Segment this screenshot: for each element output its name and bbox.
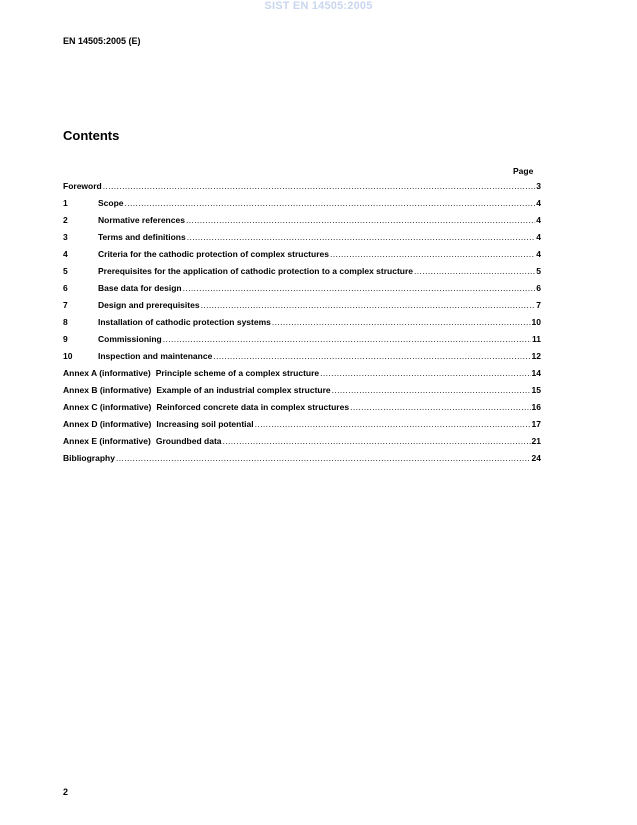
toc-entry-title: Scope bbox=[98, 198, 124, 208]
toc-dot-leader bbox=[213, 351, 530, 361]
toc-entry-number: 2 bbox=[63, 215, 68, 225]
toc-entry[interactable] bbox=[63, 334, 541, 351]
toc-entry[interactable] bbox=[63, 317, 541, 334]
toc-dot-leader bbox=[116, 453, 531, 463]
toc-entry-page: 15 bbox=[531, 385, 541, 395]
toc-dot-leader bbox=[103, 181, 536, 191]
toc-entry[interactable] bbox=[63, 453, 541, 470]
toc-entry[interactable] bbox=[63, 436, 541, 453]
toc-entry-title: Commissioning bbox=[98, 334, 162, 344]
toc-entry-page: 11 bbox=[532, 334, 541, 344]
toc-entry-number: 7 bbox=[63, 300, 68, 310]
toc-entry-number: Annex B (informative) bbox=[63, 385, 152, 395]
toc-entry-title: Prerequisites for the application of cathodic protection to a complex structure bbox=[98, 266, 414, 276]
toc-entry-title: Reinforced concrete data in complex structures bbox=[156, 402, 350, 412]
toc-entry-title: Terms and definitions bbox=[98, 232, 186, 242]
toc-entry[interactable] bbox=[63, 402, 541, 419]
toc-entry-title: Normative references bbox=[98, 215, 185, 225]
toc-entry[interactable] bbox=[63, 368, 541, 385]
toc-entry-page: 7 bbox=[536, 300, 541, 310]
toc-entry[interactable] bbox=[63, 351, 541, 368]
toc-entry-page: 4 bbox=[536, 232, 541, 242]
toc-dot-leader bbox=[125, 198, 536, 208]
toc-dot-leader bbox=[255, 419, 531, 429]
toc-entry[interactable] bbox=[63, 181, 541, 198]
toc-entry-title: Example of an industrial complex structure bbox=[156, 385, 331, 395]
toc-entry-title: Design and prerequisites bbox=[98, 300, 200, 310]
toc-entry-page: 5 bbox=[536, 266, 541, 276]
toc-entry-title: Criteria for the cathodic protection of complex structures bbox=[98, 249, 329, 259]
toc-entry-number: 4 bbox=[63, 249, 68, 259]
toc-entry[interactable] bbox=[63, 215, 541, 232]
page-column-header: Page bbox=[513, 166, 534, 176]
toc-entry-page: 12 bbox=[531, 351, 541, 361]
watermark: SIST EN 14505:2005 bbox=[264, 0, 373, 12]
toc-entry-number: Annex D (informative) bbox=[63, 419, 152, 429]
table-of-contents bbox=[63, 181, 541, 470]
toc-dot-leader bbox=[201, 300, 536, 310]
toc-entry-number: 5 bbox=[63, 266, 68, 276]
document-id: EN 14505:2005 (E) bbox=[63, 36, 141, 46]
toc-entry-number: Annex A (informative) bbox=[63, 368, 151, 378]
toc-entry[interactable] bbox=[63, 266, 541, 283]
toc-entry-title: Foreword bbox=[63, 181, 102, 191]
page-number: 2 bbox=[63, 787, 69, 797]
contents-title: Contents bbox=[63, 128, 120, 143]
toc-entry-number: 10 bbox=[63, 351, 73, 361]
toc-entry-page: 4 bbox=[536, 215, 541, 225]
toc-entry-number: 3 bbox=[63, 232, 68, 242]
toc-entry-page: 4 bbox=[536, 198, 541, 208]
toc-entry[interactable] bbox=[63, 385, 541, 402]
toc-entry[interactable] bbox=[63, 198, 541, 215]
toc-entry-number: Annex C (informative) bbox=[63, 402, 152, 412]
toc-entry-title: Increasing soil potential bbox=[156, 419, 254, 429]
toc-entry-number: Annex E (informative) bbox=[63, 436, 151, 446]
toc-entry-page: 3 bbox=[536, 181, 541, 191]
toc-dot-leader bbox=[330, 249, 535, 259]
toc-dot-leader bbox=[414, 266, 535, 276]
toc-entry-title: Inspection and maintenance bbox=[98, 351, 213, 361]
toc-dot-leader bbox=[163, 334, 531, 344]
toc-entry[interactable] bbox=[63, 300, 541, 317]
toc-dot-leader bbox=[320, 368, 530, 378]
toc-entry-page: 4 bbox=[536, 249, 541, 259]
toc-entry-title: Installation of cathodic protection systems bbox=[98, 317, 271, 327]
toc-entry-number: 8 bbox=[63, 317, 68, 327]
toc-entry[interactable] bbox=[63, 232, 541, 249]
toc-dot-leader bbox=[350, 402, 530, 412]
toc-dot-leader bbox=[332, 385, 531, 395]
toc-entry-page: 17 bbox=[531, 419, 541, 429]
toc-dot-leader bbox=[187, 232, 536, 242]
toc-entry-number: 9 bbox=[63, 334, 68, 344]
toc-entry-title: Bibliography bbox=[63, 453, 115, 463]
toc-entry-number: 1 bbox=[63, 198, 68, 208]
toc-entry-page: 10 bbox=[531, 317, 541, 327]
toc-dot-leader bbox=[186, 215, 535, 225]
toc-entry-page: 24 bbox=[531, 453, 541, 463]
toc-entry-title: Groundbed data bbox=[155, 436, 222, 446]
toc-entry[interactable] bbox=[63, 249, 541, 266]
toc-entry-page: 6 bbox=[536, 283, 541, 293]
toc-entry[interactable] bbox=[63, 283, 541, 300]
toc-dot-leader bbox=[183, 283, 536, 293]
toc-dot-leader bbox=[223, 436, 531, 446]
toc-entry-title: Base data for design bbox=[98, 283, 182, 293]
toc-entry-title: Principle scheme of a complex structure bbox=[155, 368, 320, 378]
toc-entry-page: 21 bbox=[531, 436, 541, 446]
toc-entry[interactable] bbox=[63, 419, 541, 436]
toc-entry-page: 16 bbox=[531, 402, 541, 412]
toc-dot-leader bbox=[272, 317, 531, 327]
toc-entry-page: 14 bbox=[531, 368, 541, 378]
toc-entry-number: 6 bbox=[63, 283, 68, 293]
